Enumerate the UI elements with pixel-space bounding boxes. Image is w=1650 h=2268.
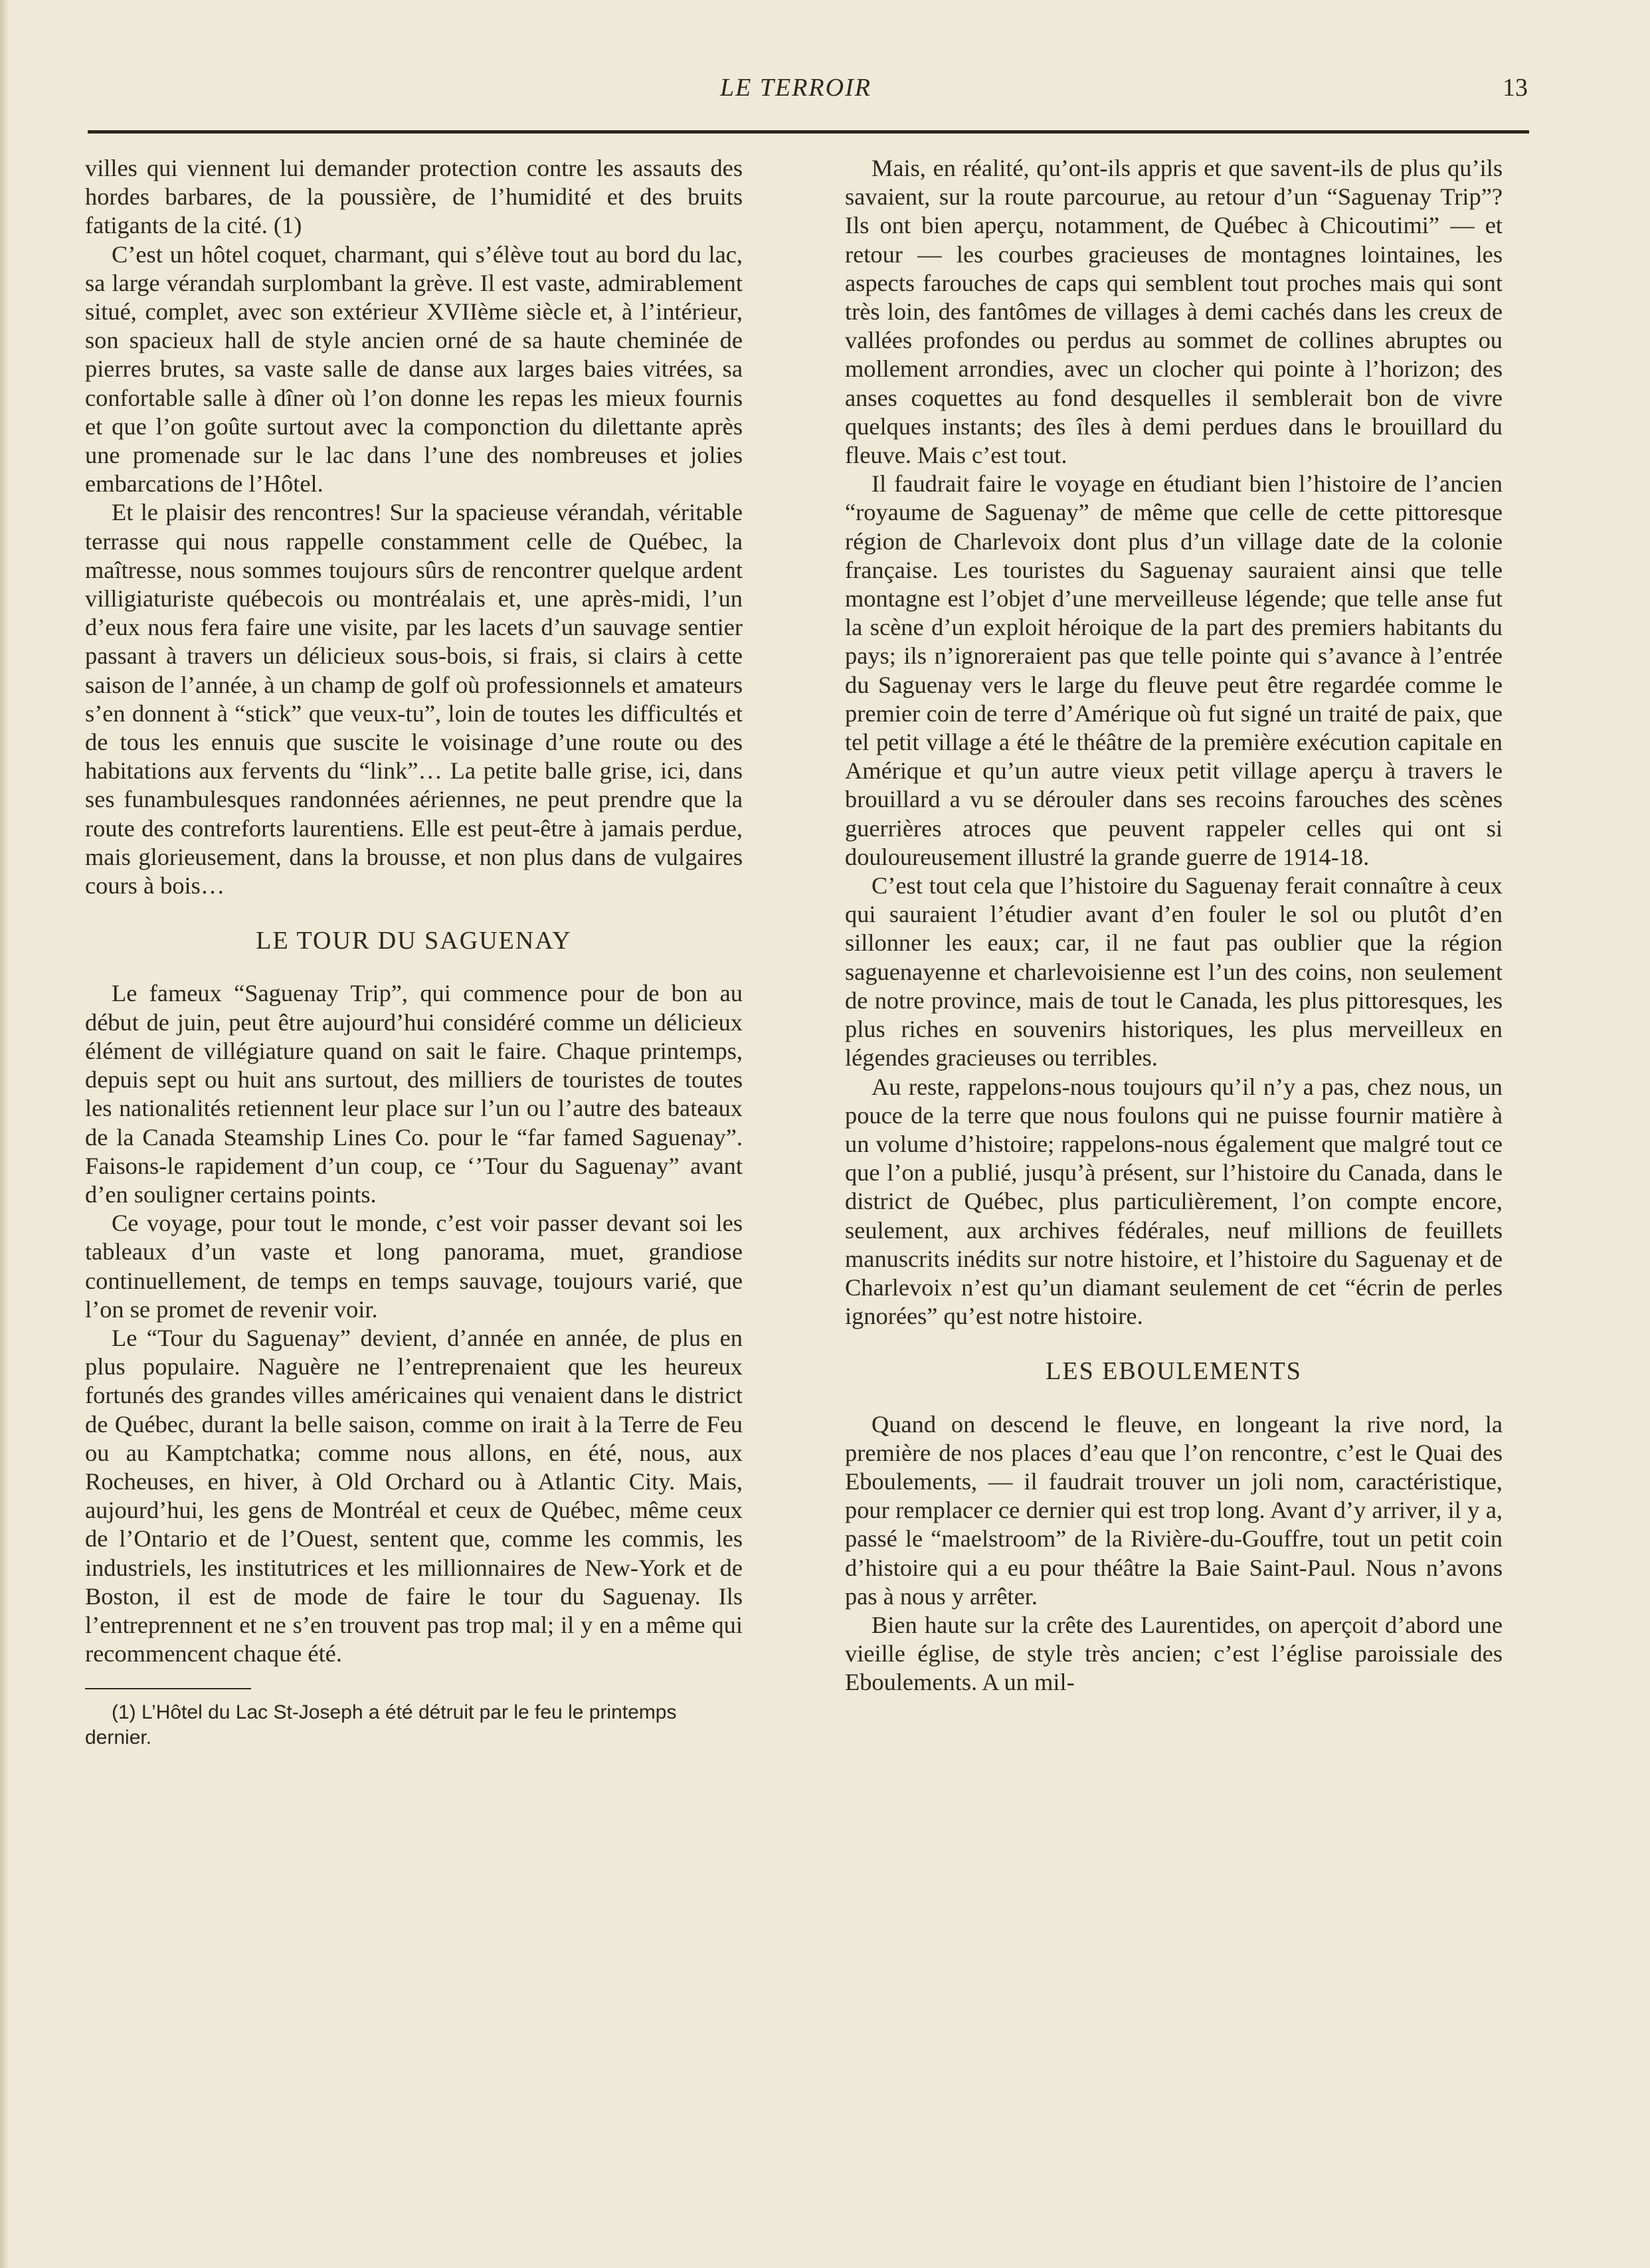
paragraph: Le “Tour du Saguenay” devient, d’année en année, de plus en plus populaire. Naguère ne l’entreprenaient que les heureux fortunés des grandes villes américaines qui venaient dans le district de Québec, durant la belle saison, comme on irait à la Terre de Feu ou au Kamptchatka; comme nous allons, en été, nous, aux Rocheuses, en hiver, à Old Orchard ou à Atlantic City. Mais, aujourd’hui, les gens de Montréal et ceux de Québec, même ceux de l’Ontario et de l’Ouest, sentent que, comme les commis, les industriels, les institutrices et les millionnaires de New-York et de Boston, il est de mode de faire le tour du Saguenay. Ils l’entreprennent et ne s’en trouvent pas trop mal; il y en a même qui recommencent chaque été. [85,1324,743,1667]
footnote-text: (1) L’Hôtel du Lac St-Joseph a été détruit par le feu le printemps dernier. [85,1701,677,1749]
paragraph: Mais, en réalité, qu’ont-ils appris et que savent-ils de plus qu’ils savaient, sur la route parcourue, au retour d’un “Saguenay Trip”? Ils ont bien aperçu, notamment, de Québec à Chicoutimi” — et retour — les courbes gracieuses de montagnes lointaines, les aspects farouches de caps qui semblent tout proches mais qui sont très loin, des fantômes de villages à demi cachés dans les creux de vallées profondes ou perdus au sommet de collines abruptes ou mollement arrondies, avec un clocher qui pointe à l’horizon; des anses coquettes au fond desquelles il semblerait bon de vivre quelques instants; des îles à demi perdues dans le brouillard du fleuve. Mais c’est tout. [845,155,1503,469]
paragraph: Au reste, rappelons-nous toujours qu’il n’y a pas, chez nous, un pouce de la terre que nous foulons qui ne puisse fournir matière à un volume d’histoire; rappelons-nous également que malgré tout ce que l’on a publié, jusqu’à présent, sur l’histoire du Canada, dans le district de Québec, plus particulièrement, l’on compte encore, seulement, aux archives fédérales, neuf millions de feuillets manuscrits inédits sur notre histoire, et l’histoire du Saguenay et de Charlevoix n’est qu’un diamant seulement de cet “écrin de perles ignorées” qu’est notre histoire. [845,1073,1503,1330]
paragraph: Il faudrait faire le voyage en étudiant bien l’histoire de l’ancien “royaume de Saguenay” de même que celle de cette pittoresque région de Charlevoix dont plus d’un village date de la colonie française. Les touristes du Saguenay sauraient ainsi que telle montagne est l’objet d’une merveilleuse légende; que telle anse fut la scène d’un exploit héroique de la part des premiers habitants du pays; ils n’ignoreraient pas que telle pointe qui s’avance à l’entrée du Saguenay vers le large du fleuve peut être regardée comme le premier coin de terre d’Amérique où fut signé un traité de paix, que tel petit village a été le théâtre de la première exécution capitale en Amérique et qu’un autre vieux petit village aperçu à travers le brouillard a vu se dérouler dans ses recoins farouches des scènes guerrières atroces que peuvent rappeler celles qui ont si douloureusement illustré la grande guerre de 1914-18. [845,470,1503,870]
section-heading: LES EBOULEMENTS [1046,1357,1302,1386]
page-binding-edge [0,0,9,2268]
left-column [85,154,743,1750]
paragraph: Bien haute sur la crête des Laurentides, on aperçoit d’abord une vieille église, de style très ancien; c’est l’église paroissiale des Eboulements. A un mil- [845,1611,1503,1696]
header-rule [88,130,1529,134]
running-head [64,72,1528,105]
footnote-rule [85,1688,251,1689]
section-heading: LE TOUR DU SAGUENAY [256,927,572,955]
paragraph: Et le plaisir des rencontres! Sur la spacieuse vérandah, véritable terrasse qui nous rappelle constamment celle de Québec, la maîtresse, nous sommes toujours sûrs de rencontrer quelque ardent villigiaturiste québecois ou montréalais et, une après-midi, l’un d’eux nous fera faire une visite, par les lacets d’un sauvage sentier passant à travers un délicieux sous-bois, si frais, si clairs à cette saison de l’année, à un champ de golf où professionnels et amateurs s’en donnent à “stick” que veux-tu”, loin de toutes les difficultés et de tous les ennuis que suscite le voisinage d’une route ou des habitations aux fervents du “link”… La petite balle grise, ici, dans ses funambulesques randonnées aériennes, ne peut prendre que la route des contreforts laurentiens. Elle est peut-être à jamais perdue, mais glorieusement, dans la brousse, et non plus dans de vulgaires cours à bois… [85,499,743,899]
paragraph: villes qui viennent lui demander protection contre les assauts des hordes barbares, de la poussière, de l’humidité et des bruits fatigants de la cité. (1) [85,155,743,239]
paragraph: C’est tout cela que l’histoire du Saguenay ferait connaître à ceux qui sauraient l’étudier avant d’en fouler le sol ou plutôt d’en sillonner les eaux; car, il ne faut pas oublier que la région saguenayenne et charlevoisienne est l’un des coins, non seulement de notre province, mais de tout le Canada, les plus pittoresques, les plus riches en souvenirs historiques, les plus merveilleux en légendes gracieuses ou terribles. [845,872,1503,1072]
right-column [845,154,1503,1697]
paragraph: Le fameux “Saguenay Trip”, qui commence pour de bon au début de juin, peut être aujourd’hui considéré comme un délicieux élément de villégiature quand on sait le faire. Chaque printemps, depuis sept ou huit ans surtout, des milliers de touristes de toutes les nationalités retiennent leur place sur l’un ou l’autre des bateaux de la Canada Steamship Lines Co. pour le “far famed Saguenay”. Faisons-le rapidement d’un coup, ce ‘’Tour du Saguenay” avant d’en souligner certains points. [85,980,743,1208]
running-title: LE TERROIR [720,74,871,102]
footnote [85,1700,743,1750]
paragraph: Ce voyage, pour tout le monde, c’est voir passer devant soi les tableaux d’un vaste et long panorama, muet, grandiose continuellement, de temps en temps sauvage, toujours varié, que l’on se promet de revenir voir. [85,1210,743,1323]
paragraph: Quand on descend le fleuve, en longeant la rive nord, la première de nos places d’eau que l’on rencontre, c’est le Quai des Eboulements, — il faudrait trouver un joli nom, caractéristique, pour remplacer ce dernier qui est trop long. Avant d’y arriver, il y a, passé le “maelstroom” de la Rivière-du-Gouffre, tout un petit coin d’histoire qui a eu pour théâtre la Baie Saint-Paul. Nous n’avons pas à nous y arrêter. [845,1410,1503,1610]
page-number: 13 [1503,74,1528,102]
paragraph: C’est un hôtel coquet, charmant, qui s’élève tout au bord du lac, sa large vérandah surplombant la grève. Il est vaste, admirablement situé, complet, avec son extérieur XVIIème siècle et, à l’intérieur, son spacieux hall de style ancien orné de sa haute cheminée de pierres brutes, sa vaste salle de danse aux larges baies vitrées, sa confortable salle à dîner où l’on donne les repas les mieux fournis et que l’on goûte surtout avec la componction du dilettante après une promenade sur le lac dans l’une des nombreuses et jolies embarcations de l’Hôtel. [85,240,743,498]
